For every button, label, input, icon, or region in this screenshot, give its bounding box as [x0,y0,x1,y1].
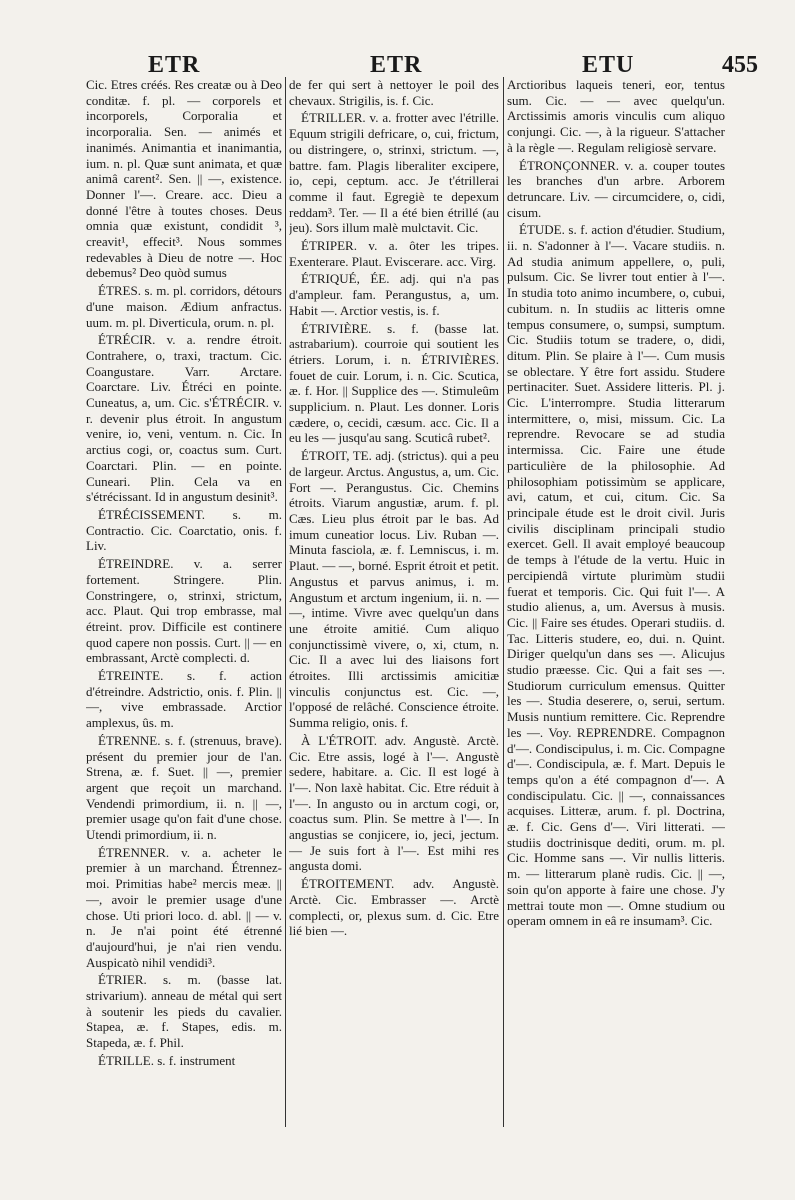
dictionary-entry: ÉTUDE. s. f. action d'étudier. Studium, ii. n. S'adonner à l'—. Vacare studiis. n. Ad studia animum appellere, o, puli, pulsum. Cic. Se livrer tout entier à l'—. In studia toto animo incumbere, o, cubui, cubitum. n. In studiis ac litteris omne tempus consumere, o, sumpsi, sumptum. Cic. Studiis totum se tradere, o, didi, ditum. Plin. Se plaire à l'—. Cum musis se oblectare. Y être fort assidu. Studere pertinaciter. Suet. Assidere litteris. Pl. j. Cic. L'interrompre. Studia litterarum intermittere, o, misi, missum. Cic. La reprendre. Revocare se ad studia intermissa. Cic. Faire une étude particulière de la philosophie. Ad philosophiam potissimùm se applicare, avi, catum, et cui, citum. Cic. Sa principale étude est le droit civil. Juris civilis disciplinam principali studio exercet. Gell. Il avait employé beaucoup de temps à l'étude de la vertu. Huic in percipiendâ virtute plurimùm studii fuerat et temporis. Cic. Qui fuit l'—. A studio alienus, a, um. Aversus à musis. Cic. || Faire ses études. Operari studiis. d. Tac. Litteris studere, eo, dui. n. Quint. Diriger quelqu'un dans ses —. Alicujus studio præesse. Cic. Qui a fait ses —. Studiorum curriculum emensus. Quitter les —. Studia deserere, o, serui, sertum. Musis nuntium remittere. Cic. Reprendre les —. Voy. REPRENDRE. Compagnon d'—. Condiscipulus, i. m. Cic. Compagne d'—. Condiscipula, æ. f. Mart. Depuis le temps qu'on a été compagnon d'—. A condiscipulatu. Cic. || —, connaissances acquises. Litteræ, arum. f. pl. Doctrina, æ. f. Cic. Gens d'—. Viri litterati. — studiis doctrinisque dediti, orum. m. pl. Cic. Homme sans —. Vir nullis litteris. m. — litterarum planè rudis. Cic. || —, soin qu'on apporte à faire une chose. J'y mettrai toute mon —. Omne studium ou operam omnem in eâ re insumam³. Cic. [507,222,725,929]
dictionary-entry: ÉTRÉCIR. v. a. rendre étroit. Contrahere, o, traxi, tractum. Cic. Coangustare. Varr. Arctare. Coarctare. Liv. Étréci en pointe. Cuneatus, a, um. Cic. s'ÉTRÉCIR. v. r. devenir plus étroit. In angustum venire, io, veni, ventum. n. Cic. In arctius cogi, or, coactus sum. Curt. Coarctari. Plin. — en pointe. Cuneari. Plin. Cela va en s'étrécissant. Id in angustum desinit³. [86,332,282,505]
entry-text: Arctioribus laqueis teneri, eor, tentus sum. Cic. — — avec quelqu'un. Arctissimis amoris vinculis cum aliquo conjungi. Cic. —, à la rigueur. S'attacher à la règle —. Regulam religiosè servare. [507,77,725,155]
dictionary-entry: ÉTROIT, TE. adj. (strictus). qui a peu de largeur. Arctus. Angustus, a, um. Cic. Fort —. Perangustus. Cic. Chemins étroits. Viarum angustiæ, arum. f. pl. Cæs. Lieu plus étroit par le bas. Ad imum cuneatior locus. Liv. Ruban —. Minuta fasciola, æ. f. Lemniscus, i. m. Plaut. — —, borné. Esprit étroit et petit. Angustus et parvus animus, i. m. Angustum et arctum ingenium, ii. n. — —, intime. Vivre avec quelqu'un dans une étroite amitié. Cum aliquo conjunctissimè vivere, o, xi, ctum, n. Cic. Il a avec lui des liaisons fort étroites. Illi arctissimis amicitiæ vinculis conjunctus est. Cic. —, l'opposé de relâché. Conscience étroite. Summa religio, onis. f. [289,448,499,731]
column-rule [285,77,286,1127]
dictionary-entry: ÉTRONÇONNER. v. a. couper toutes les branches d'un arbre. Arborem detruncare. Liv. — circumcidere, o, cidi, cisum. [507,157,725,220]
text-column-3 [507,77,725,1177]
entry-text: de fer qui sert à nettoyer le poil des chevaux. Strigilis, is. f. Cic. [289,77,499,108]
dictionary-entry: ÉTRENNE. s. f. (strenuus, brave). présent du premier jour de l'an. Strena, æ. f. Suet. || —, premier argent que reçoit un marchand. Vendendi primordium, ii. n. || —, premier usage qu'on fait d'une chose. Utendi primordium, ii. n. [86,732,282,843]
running-head-right: ETU [582,52,635,78]
dictionary-entry: ÉTRIPER. v. a. ôter les tripes. Exenterare. Plaut. Eviscerare. acc. Virg. [289,238,499,269]
text-column-1 [86,77,282,1177]
dictionary-entry: ÉTRIER. s. m. (basse lat. strivarium). anneau de métal qui sert à soutenir les pieds du cavalier. Stapea, æ. f. Stapes, edis. m. Stapeda, æ. f. Phil. [86,972,282,1051]
dictionary-entry: ÉTROITEMENT. adv. Angustè. Arctè. Cic. Embrasser —. Arctè complecti, or, plexus sum. d. Cic. Etre lié bien —. [289,876,499,939]
dictionary-entry: ÉTRILLER. v. a. frotter avec l'étrille. Equum strigili defricare, o, cui, frictum, ou distringere, o, strinxi, strictum. —, battre. fam. Plagis liberaliter excipere, io, cepi, ceptum. acc. Je t'étrillerai comme il faut. Egregiè te depexum reddam³. Ter. — Il a été bien étrillé (au jeu). Sors illum malè mulctavit. Cic. [289,110,499,236]
dictionary-entry: ÉTREINDRE. v. a. serrer fortement. Stringere. Plin. Constringere, o, strinxi, strictum, acc. Plaut. Qui trop embrasse, mal étreint. prov. Difficile est continere quod capere non possis. Curt. || — en embrassant, Arctè complecti. d. [86,556,282,666]
entry-text: Cic. Etres créés. Res creatæ ou à Deo conditæ. f. pl. — corporels et incorporels, Corporalia et incorporalia. Sen. — animés et inanimés. Animantia et inanimantia, ium. n. pl. Quæ sunt animata, et quæ animâ carent². Sen. || —, existence. Donner l'—. Creare. acc. Dieu a donné l'être à toutes choses. Deus omnia quæ existunt, condidit ³, creavit¹, effecit³. Nous sommes redevables à Dieu de notre —. Hoc debemus² Deo quòd sumus [86,77,282,281]
text-column-2 [289,77,499,1177]
dictionary-entry: ÉTRIQUÉ, ÉE. adj. qui n'a pas d'ampleur. fam. Perangustus, a, um. Habit —. Arctior vestis, is. f. [289,271,499,318]
dictionary-entry: À L'ÉTROIT. adv. Angustè. Arctè. Cic. Etre assis, logé à l'—. Angustè sedere, habitare. a. Cic. Il est logé à l'—. Non laxè habitat. Cic. Etre réduit à l'—. In angusto ou in arctum cogi, or, coactus sum. Plin. Se mettre à l'—. In angustias se conjicere, io, jeci, jectum. — Je suis fort à l'—. Est mihi res angusta domi. [289,732,499,874]
dictionary-entry: ÉTRENNER. v. a. acheter le premier à un marchand. Étrennez-moi. Primitias habe² mercis meæ. || —, avoir le premier usage d'une chose. Uti priori loco. d. abl. || — v. n. Je n'ai point été étrenné d'aujourd'hui, je n'ai rien vendu. Auspicatò nihil vendidi³. [86,844,282,970]
running-head-left: ETR [148,52,201,78]
dictionary-entry: ÉTREINTE. s. f. action d'étreindre. Adstrictio, onis. f. Plin. || —, vive embrassade. Arctior amplexus, ûs. m. [86,668,282,731]
column-rule [503,77,504,1127]
dictionary-entry: ÉTRILLE. s. f. instrument [98,1052,236,1068]
page-number: 455 [722,52,758,78]
dictionary-entry: ÉTRIVIÈRE. s. f. (basse lat. astrabarium). courroie qui soutient les étriers. Lorum, i. n. ÉTRIVIÈRES. fouet de cuir. Lorum, i. n. Cic. Scutica, æ. f. Hor. || Supplice des —. Stimuleûm supplicium. n. Plaut. Les donner. Loris cædere, o, cecidi, cæsum. acc. Cic. Il a eu les — jusqu'au sang. Scuticâ rubet². [289,320,499,446]
dictionary-entry: ÉTRES. s. m. pl. corridors, détours d'une maison. Ædium anfractus. uum. m. pl. Diverticula, orum. n. pl. [86,283,282,330]
dictionary-entry: ÉTRÉCISSEMENT. s. m. Contractio. Cic. Coarctatio, onis. f. Liv. [86,506,282,554]
running-head-center: ETR [370,52,423,78]
